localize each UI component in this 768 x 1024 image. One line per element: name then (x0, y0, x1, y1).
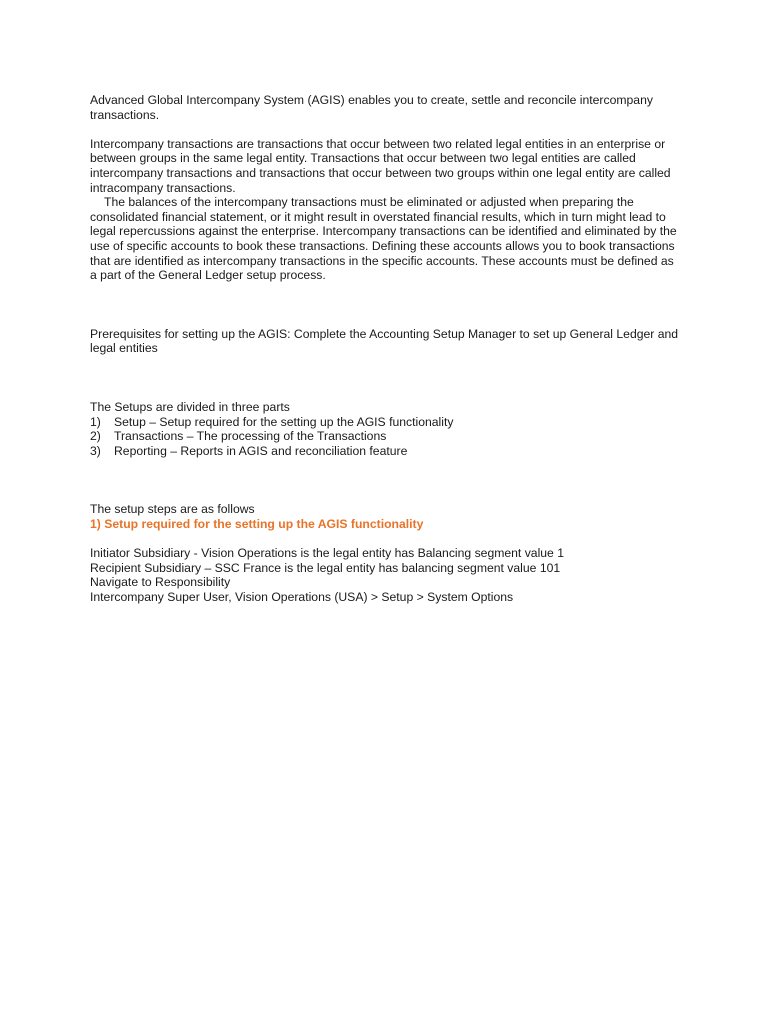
spacer (90, 458, 680, 502)
list-text: Setup – Setup required for the setting up the AGIS functionality (114, 414, 454, 429)
list-text: Reporting – Reports in AGIS and reconciliation feature (114, 443, 408, 458)
spacer (90, 531, 680, 546)
document-page (90, 93, 680, 604)
list-text: Transactions – The processing of the Transactions (114, 429, 387, 444)
setups-intro: The Setups are divided in three parts (90, 399, 290, 414)
spacer (90, 122, 680, 137)
balances-paragraph: The balances of the intercompany transactions must be eliminated or adjusted when preparing the consolidated financial statement, or it might result in overstated financial results, which in turn might lead to legal repercussions against the enterprise. Intercompany transactions can be identified and eliminated by the use of specific accounts to book these transactions. Defining these accounts allows you to book transactions that are identified as intercompany transactions in the specific accounts. These accounts must be defined as a part of the General Ledger setup process. (90, 195, 677, 283)
steps-heading: 1) Setup required for the setting up the AGIS functionality (90, 516, 424, 531)
intro-paragraph: Advanced Global Intercompany System (AGIS) enables you to create, settle and reconcile intercompany transactions. (90, 93, 653, 122)
list-item (90, 415, 680, 430)
definition-paragraph: Intercompany transactions are transactions that occur between two related legal entities in an enterprise or between groups in the same legal entity. Transactions that occur between two legal entities are called intercompany transactions and transactions that occur between two groups within one legal entity are called intracompany transactions. (90, 136, 671, 195)
detail-line: Intercompany Super User, Vision Operations (USA) > Setup > System Options (90, 589, 514, 604)
setups-list (90, 415, 680, 459)
steps-intro: The setup steps are as follows (90, 502, 255, 517)
prerequisites-paragraph: Prerequisites for setting up the AGIS: Complete the Accounting Setup Manager to set up General Ledger and legal entities (90, 326, 679, 356)
detail-line: Initiator Subsidiary - Vision Operations is the legal entity has Balancing segment value 1 (90, 546, 564, 561)
list-number: 1) (90, 414, 101, 429)
list-item (90, 429, 680, 444)
spacer (90, 356, 680, 400)
spacer (90, 283, 680, 327)
list-number: 2) (90, 429, 101, 444)
list-number: 3) (90, 443, 101, 458)
list-item (90, 444, 680, 459)
detail-line: Navigate to Responsibility (90, 575, 231, 590)
detail-line: Recipient Subsidiary – SSC France is the legal entity has balancing segment value 101 (90, 560, 561, 575)
